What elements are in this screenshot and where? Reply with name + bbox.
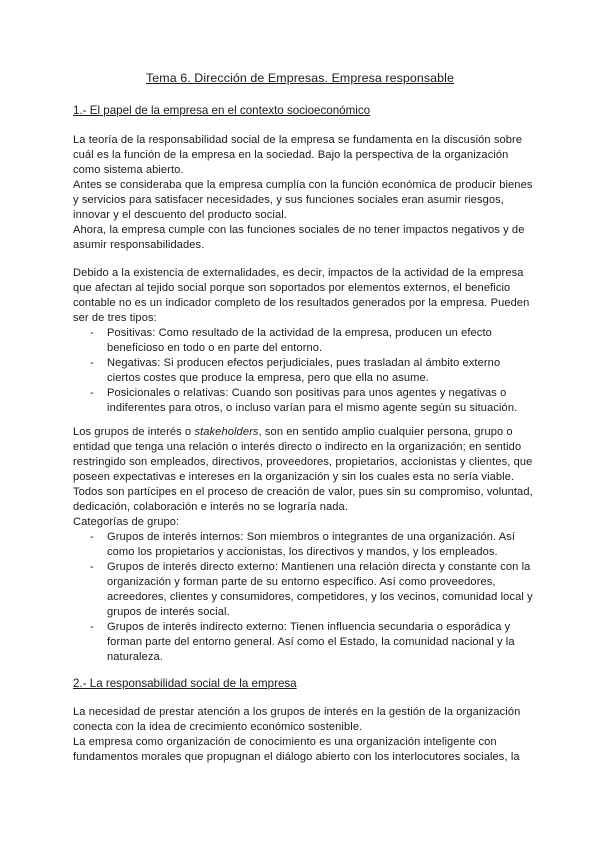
text-line: fundamentos morales que propugnan el diálogo abierto con los interlocutores sociales, la: [73, 751, 520, 763]
section-1-paragraph-2: [73, 266, 533, 416]
text-line: entidad que tenga una relación o interés directo o indirecto en la organización; en sentido: [73, 441, 522, 453]
text-line: naturaleza.: [107, 651, 163, 663]
text-line: innovar y el descuento del producto social.: [73, 209, 287, 221]
text-line: como los propietarios y accionistas, los directivos y mandos, y los empleados.: [107, 546, 498, 558]
text-line: grupos de interés social.: [107, 606, 230, 618]
text-line: forman parte del entorno general. Así como el Estado, la comunidad nacional y la: [107, 636, 515, 648]
externality-types-list: [73, 326, 533, 416]
text-line: asumir responsabilidades.: [73, 239, 205, 251]
text-line: cuál es la función de la empresa en la sociedad. Bajo la perspectiva de la organización: [73, 149, 509, 161]
list-item: [73, 386, 533, 416]
section-1-paragraph-1: [73, 133, 533, 253]
text-line: - Positivas: Como resultado de la actividad de la empresa, producen un efecto: [107, 327, 492, 339]
text-line: - Grupos de interés indirecto externo: Tienen influencia secundaria o esporádica y: [107, 621, 511, 633]
text-line: [73, 425, 533, 440]
list-item: [73, 620, 533, 665]
text-line: poseen expectativas e intereses en la organización y sin los cuales esta no sería viable.: [73, 471, 515, 483]
section-2-paragraph: [73, 705, 533, 765]
document-title: Tema 6. Dirección de Empresas. Empresa responsable: [145, 71, 455, 85]
italic-term: stakeholders: [194, 426, 259, 438]
text-line: que afectan al tejido social porque son soportados por elementos externos, el beneficio: [73, 282, 511, 294]
text-line: - Negativas: Si producen efectos perjudiciales, pues trasladan al ámbito externo: [107, 357, 501, 369]
text-line: La empresa como organización de conocimiento es una organización inteligente con: [73, 736, 497, 748]
text-line: Antes se consideraba que la empresa cumplía con la función económica de producir bienes: [73, 179, 533, 191]
text-line: indiferentes para otros, o incluso varían para el mismo agente según su situación.: [107, 402, 518, 414]
text-line: - Posicionales o relativas: Cuando son positivas para unos agentes y negativas o: [107, 387, 507, 399]
list-item: [73, 356, 533, 386]
text-line: - Grupos de interés internos: Son miembros o integrantes de una organización. Así: [107, 531, 516, 543]
section-1-heading: 1.- El papel de la empresa en el contexto socioeconómico: [73, 104, 371, 117]
text-line: ciertos costes que produce la empresa, pero que ella no asume.: [107, 372, 429, 384]
stakeholder-groups-list: [73, 530, 533, 665]
text-line: y servicios para satisfacer necesidades, y sus funciones sociales eran asumir riesgos,: [73, 194, 504, 206]
text-line: Ahora, la empresa cumple con las funciones sociales de no tener impactos negativos y de: [73, 224, 525, 236]
text-line: restringido son empleados, directivos, proveedores, propietarios, accionistas y clientes, que: [73, 456, 533, 468]
text-line: dedicación, colaboración e interés no se lograría nada.: [73, 501, 349, 513]
text-line: - Grupos de interés directo externo: Mantienen una relación directa y constante con la: [107, 561, 531, 573]
text-line: como sistema abierto.: [73, 164, 184, 176]
text-line: La teoría de la responsabilidad social de la empresa se fundamenta en la discusión sobre: [73, 134, 523, 146]
list-item: [73, 326, 533, 356]
text-line: Categorías de grupo:: [73, 516, 180, 528]
text-line: ser de tres tipos:: [73, 312, 157, 324]
text-line: organización y forman parte de su entorno específico. Así como proveedores,: [107, 576, 496, 588]
text-line: Debido a la existencia de externalidades, es decir, impactos de la actividad de la empresa: [73, 267, 524, 279]
section-1-paragraph-3: [73, 425, 533, 665]
text-line: beneficioso en todo o en parte del entorno.: [107, 342, 323, 354]
list-item: [73, 560, 533, 620]
text-line: La necesidad de prestar atención a los grupos de interés en la gestión de la organización: [73, 706, 521, 718]
list-item: [73, 530, 533, 560]
text-line: contable no es un indicador completo de los resultados generados por la empresa. Pueden: [73, 297, 530, 309]
text-run: Los grupos de interés o: [73, 426, 195, 438]
text-line: Todos son partícipes en el proceso de creación de valor, pues sin su compromiso, voluntad,: [73, 486, 533, 498]
text-line: acreedores, clientes y consumidores, competidores, y los vecinos, comunidad local y: [107, 591, 533, 603]
text-line: conecta con la idea de crecimiento económico sostenible.: [73, 721, 363, 733]
section-2-heading: 2.- La responsabilidad social de la empresa: [73, 677, 297, 690]
text-run: , son en sentido amplio cualquier persona, grupo o: [258, 426, 513, 438]
